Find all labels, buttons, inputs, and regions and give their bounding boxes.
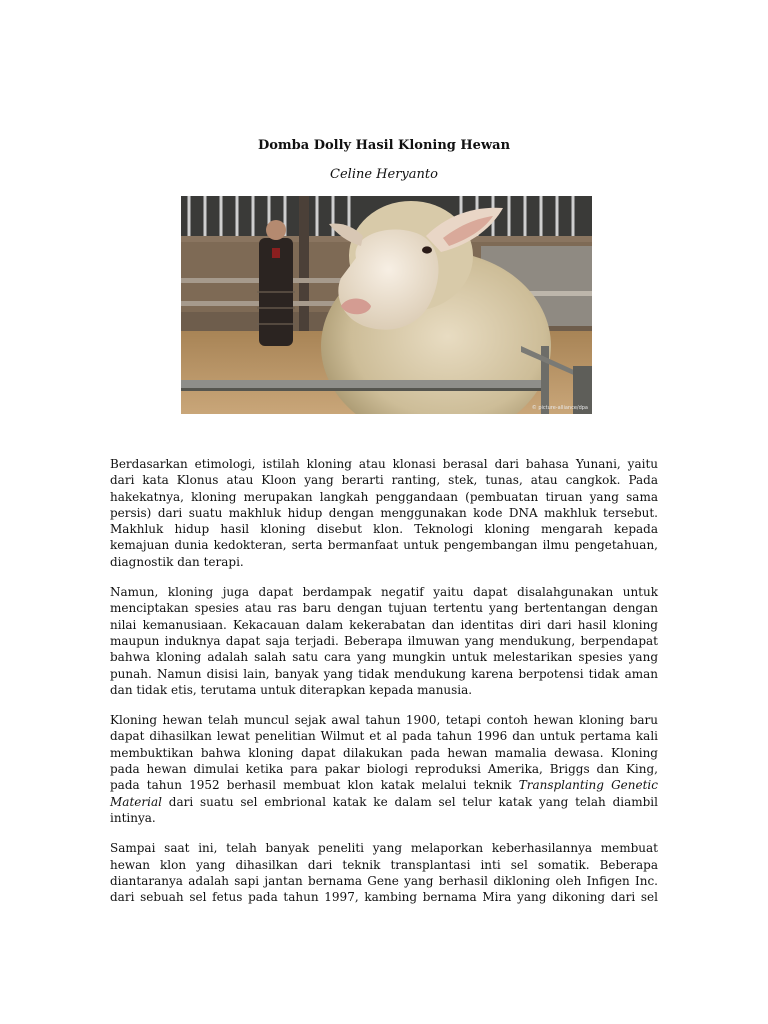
paragraph-2 [110, 584, 658, 698]
text-line: membuktikan bahwa kloning dapat dilakukan pada hewan mamalia dewasa. Kloning [110, 745, 658, 760]
paragraph-3 [110, 712, 658, 826]
text-line: Kloning hewan telah muncul sejak awal tahun 1900, tetapi contoh hewan kloning baru [110, 713, 658, 728]
text-line: dari kata Klonus atau Kloon yang berarti ranting, stek, tunas, atau cangkok. Pada [110, 473, 658, 488]
text-line: hakekatnya, kloning merupakan langkah penggandaan (pembuatan tiruan yang sama [110, 489, 658, 504]
text-line: punah. Namun disisi lain, banyak yang tidak mendukung karena berpotensi tidak aman [110, 666, 658, 681]
text-line: diantaranya adalah sapi jantan bernama Gene yang berhasil dikloning oleh Infigen Inc. [110, 873, 658, 888]
italic-term: Material [110, 794, 162, 809]
text-line: dari sebuah sel fetus pada tahun 1997, kambing bernama Mira yang dikoning dari sel [110, 890, 658, 905]
text-line: maupun induknya dapat saja terjadi. Beberapa ilmuwan yang mendukung, berpendapat [110, 633, 658, 648]
text-line: menciptakan spesies atau ras baru dengan tujuan tertentu yang bertentangan dengan [110, 601, 658, 616]
text-line: diagnostik dan terapi. [110, 554, 244, 569]
text-line: persis) dari suatu makhluk hidup dengan menggunakan kode DNA makhluk tersebut. [110, 505, 658, 520]
document-author: Celine Heryanto [330, 167, 438, 182]
text-line: nilai kemanusiaan. Kekacauan dalam kekerabatan dan identitas diri dari hasil kloning [110, 617, 658, 632]
text-fragment: dari suatu sel embrional katak ke dalam sel telur katak yang telah diambil [168, 794, 658, 809]
text-line [110, 794, 658, 810]
text-line [110, 777, 658, 793]
dolly-sheep-photo [181, 196, 592, 414]
photo-credit: © picture-alliance/dpa [531, 405, 588, 411]
text-line: pada hewan dimulai ketika para pakar biologi reproduksi Amerika, Briggs dan King, [110, 762, 658, 777]
text-line: bahwa kloning adalah salah satu cara yang mungkin untuk melestarikan spesies yang [110, 650, 658, 665]
text-line: dan tidak etis, terutama untuk diterapkan kepada manusia. [110, 682, 473, 697]
article-body [110, 456, 658, 919]
text-line: intinya. [110, 810, 156, 825]
text-line: hewan klon yang dihasilkan dari teknik transplantasi inti sel somatik. Beberapa [110, 857, 658, 872]
text-line: dapat dihasilkan lewat penelitian Wilmut et al pada tahun 1996 dan untuk pertama kali [110, 729, 658, 744]
text-line: kemajuan dunia kedokteran, serta bermanfaat untuk pengembangan ilmu pengetahuan, [110, 538, 658, 553]
text-fragment: pada tahun 1952 berhasil membuat klon katak melalui teknik [110, 778, 512, 793]
text-line: Makhluk hidup hasil kloning disebut klon. Teknologi kloning mengarah kepada [110, 522, 658, 537]
text-line: Namun, kloning juga dapat berdampak negatif yaitu dapat disalahgunakan untuk [110, 585, 658, 600]
text-line: Berdasarkan etimologi, istilah kloning atau klonasi berasal dari bahasa Yunani, yaitu [110, 457, 658, 471]
document-title: Domba Dolly Hasil Kloning Hewan [257, 138, 511, 153]
italic-term: Transplanting Genetic [518, 778, 658, 793]
paragraph-4 [110, 840, 658, 905]
paragraph-1 [110, 456, 658, 570]
text-line: Sampai saat ini, telah banyak peneliti yang melaporkan keberhasilannya membuat [110, 841, 658, 856]
